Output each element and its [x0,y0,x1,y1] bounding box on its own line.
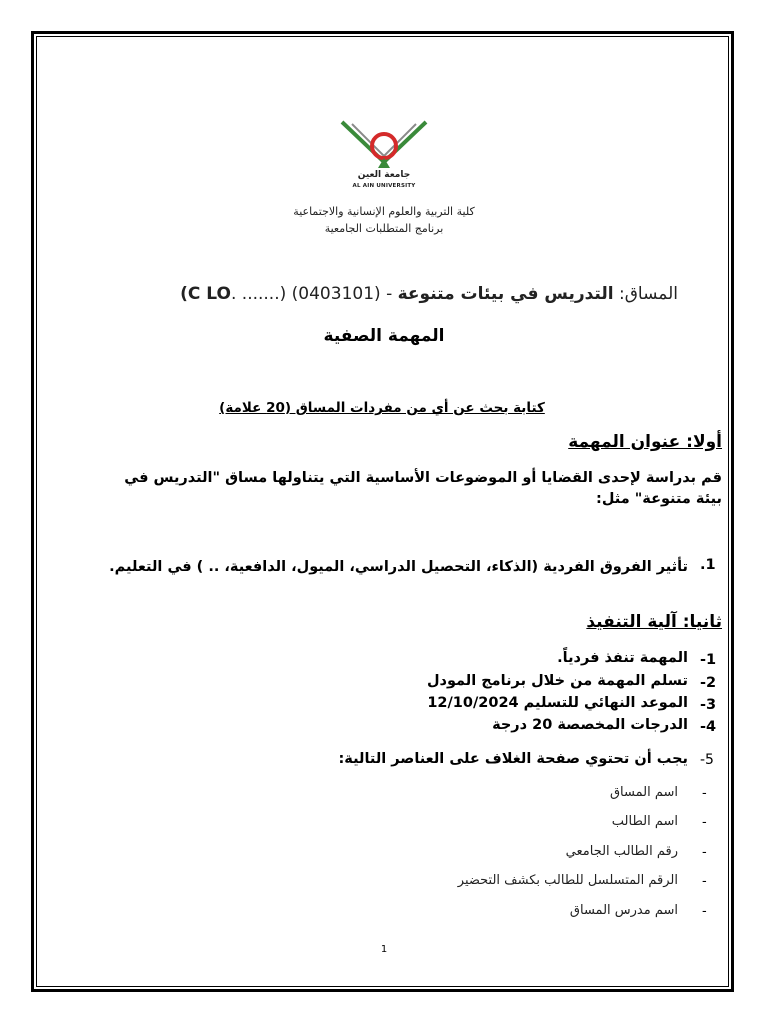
step-number: -1 [700,652,717,668]
list-dash: - [702,845,707,860]
course-label: المساق: [619,284,678,304]
step-text: المهمة تنفذ فردياً. [557,650,688,666]
section-one-heading: أولا: عنوان المهمة [568,432,722,452]
list-dash: - [702,815,707,830]
step-text: تسلم المهمة من خلال برنامج المودل [426,673,688,689]
course-clo [180,284,286,304]
example-text: تأثير الفروق الفردية (الذكاء، التحصيل الدراسي، الميول، الدافعية، .. ) في التعليم. [109,559,688,575]
list-item: اسم مدرس المساق [569,903,678,918]
section-two-heading: ثانيا: آلية التنفيذ [586,612,722,632]
task-title: المهمة الصفية [323,326,445,346]
list-item: الرقم المتسلسل للطالب بكشف التحضير [457,873,678,888]
list-item: اسم الطالب [611,814,678,829]
step-text: الدرجات المخصصة 20 درجة [492,717,688,733]
course-separator: - [386,284,393,304]
step-number: -4 [700,719,717,735]
course-line [180,284,678,304]
list-dash: - [702,786,707,801]
program-name: برنامج المتطلبات الجامعية [324,222,444,235]
course-clo-rest: . .......) [230,284,287,304]
list-dash: - [702,904,707,919]
step-number: -3 [700,697,717,713]
list-item: رقم الطالب الجامعي [565,844,678,859]
step-number: -2 [700,675,717,691]
research-line: كتابة بحث عن أي من مفردات المساق (20 علامة) [219,400,545,416]
step-text: الموعد النهائي للتسليم 12/10/2024 [427,695,688,711]
cover-number: -5 [700,752,714,768]
cover-requirement: يجب أن تحتوي صفحة الغلاف على العناصر التالية: [338,751,688,767]
course-code: (0403101) [291,284,381,304]
logo-name-english: AL AIN UNIVERSITY [352,183,416,189]
logo-name-arabic: جامعة العين [357,170,411,180]
section-one-paragraph: قم بدراسة لإحدى القضايا أو الموضوعات الأساسية التي يتناولها مساق "التدريس في بيئة متنوعة" مثل: [124,470,722,507]
course-name: التدريس في بيئات متنوعة [397,284,614,304]
page-number: 1 [380,944,388,955]
list-dash: - [702,874,707,889]
college-name: كلية التربية والعلوم الإنسانية والاجتماعية [293,205,475,218]
example-number: .1 [700,557,716,573]
list-item: اسم المساق [609,785,678,800]
course-clo-bold: (C LO [180,284,231,304]
